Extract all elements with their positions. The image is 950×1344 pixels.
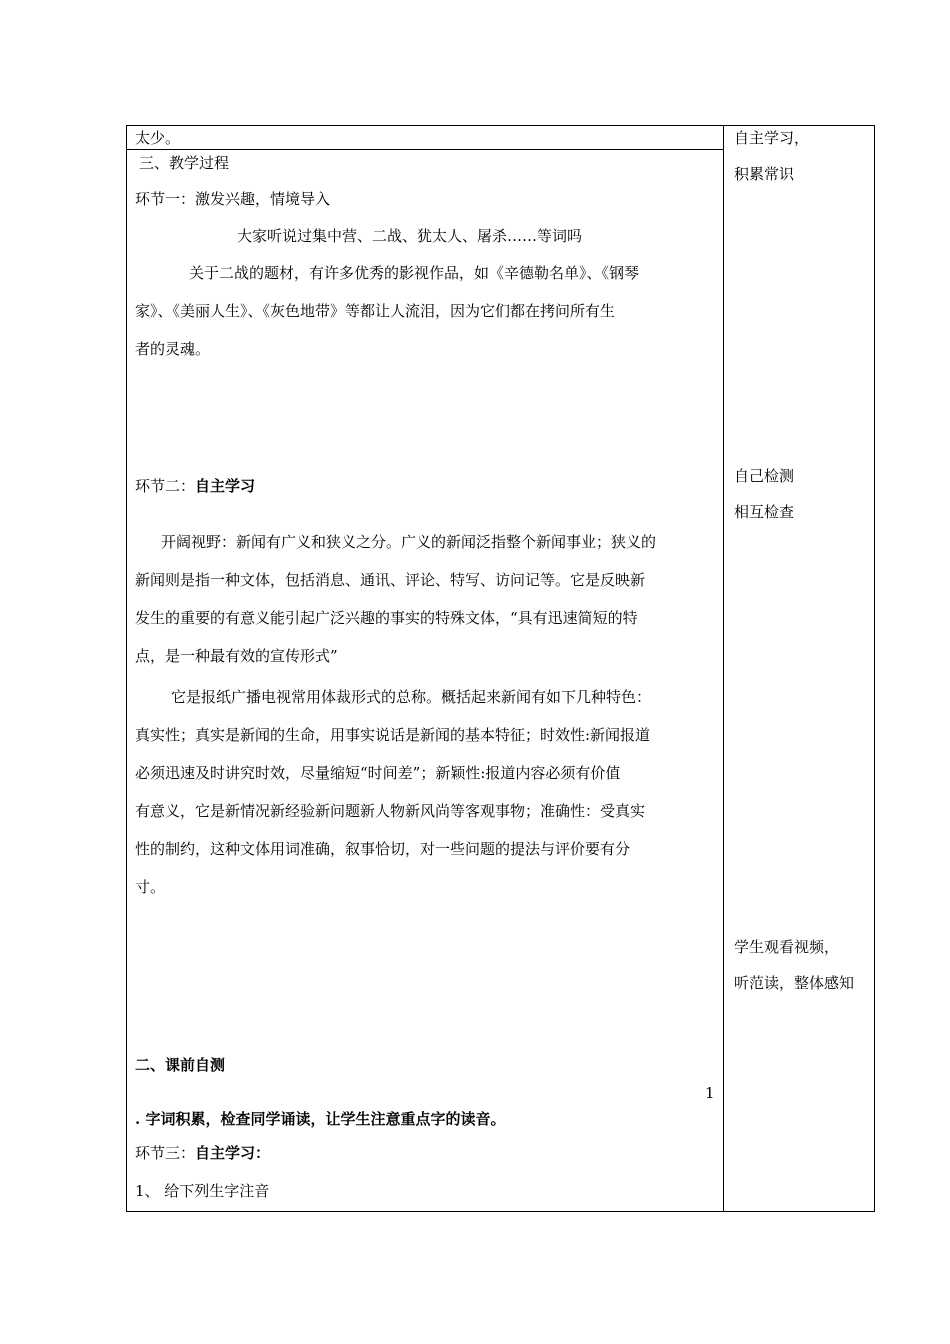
side-note-1: 积累常识 bbox=[734, 165, 795, 183]
side-note-3: 学生观看视频， bbox=[734, 938, 840, 956]
para-3-line: 必须迅速及时讲究时效，尽量缩短“时间差”；新颖性:报道内容必须有价值 bbox=[135, 764, 621, 782]
para-2-line: 发生的重要的有意义能引起广泛兴趣的事实的特殊文体，“具有迅速简短的特 bbox=[135, 609, 638, 627]
row-rule bbox=[127, 149, 723, 150]
side-note-1: 自主学习， bbox=[734, 129, 810, 147]
para-1-line: 者的灵魂。 bbox=[135, 340, 211, 358]
step-1-question: 大家听说过集中营、二战、犹太人、屠杀……等词吗 bbox=[237, 227, 583, 245]
para-3-line: 真实性；真实是新闻的生命，用事实说话是新闻的基本特征；时效性:新闻报道 bbox=[135, 726, 651, 744]
para-3-line: 性的制约，这种文体用词准确，叙事恰切，对一些问题的提法与评价要有分 bbox=[135, 840, 631, 858]
vocab-line: . 字词积累，检查同学诵读，让学生注意重点字的读音。 bbox=[135, 1110, 506, 1128]
para-2-line: 点，是一种最有效的宣传形式” bbox=[135, 647, 338, 665]
para-2-line: 开阔视野：新闻有广义和狭义之分。广义的新闻泛指整个新闻事业；狭义的 bbox=[161, 533, 657, 551]
step-3-label: 环节三：自主学习： bbox=[135, 1144, 271, 1162]
para-1-line: 家》、《美丽人生》、《灰色地带》等都让人流泪，因为它们都在拷问所有生 bbox=[135, 302, 616, 320]
side-note-2: 相互检查 bbox=[734, 503, 795, 521]
side-note-2: 自己检测 bbox=[734, 467, 795, 485]
para-3-line: 寸。 bbox=[135, 878, 166, 896]
side-note-3: 听范读，整体感知 bbox=[734, 974, 855, 992]
column-divider bbox=[723, 126, 724, 1211]
para-3-line: 有意义，它是新情况新经验新问题新人物新风尚等客观事物；准确性：受真实 bbox=[135, 802, 646, 820]
section-2-title: 二、课前自测 bbox=[135, 1056, 226, 1074]
step-1-label: 环节一：激发兴趣，情境导入 bbox=[135, 190, 331, 208]
para-2-line: 新闻则是指一种文体，包括消息、通讯、评论、特写、访问记等。它是反映新 bbox=[135, 571, 646, 589]
section-3-title: 三、教学过程 bbox=[139, 154, 230, 172]
para-3-line: 它是报纸广播电视常用体裁形式的总称。概括起来新闻有如下几种特色： bbox=[171, 688, 652, 706]
para-1-line: 关于二战的题材，有许多优秀的影视作品，如《辛德勒名单》、《钢琴 bbox=[189, 264, 640, 282]
prev-line: 太少。 bbox=[135, 129, 181, 147]
step-2-label: 环节二：自主学习 bbox=[135, 477, 256, 495]
item-number: 1 bbox=[705, 1084, 715, 1102]
lesson-table bbox=[126, 125, 875, 1212]
exercise-item-1: 1、 给下列生字注音 bbox=[135, 1182, 270, 1200]
